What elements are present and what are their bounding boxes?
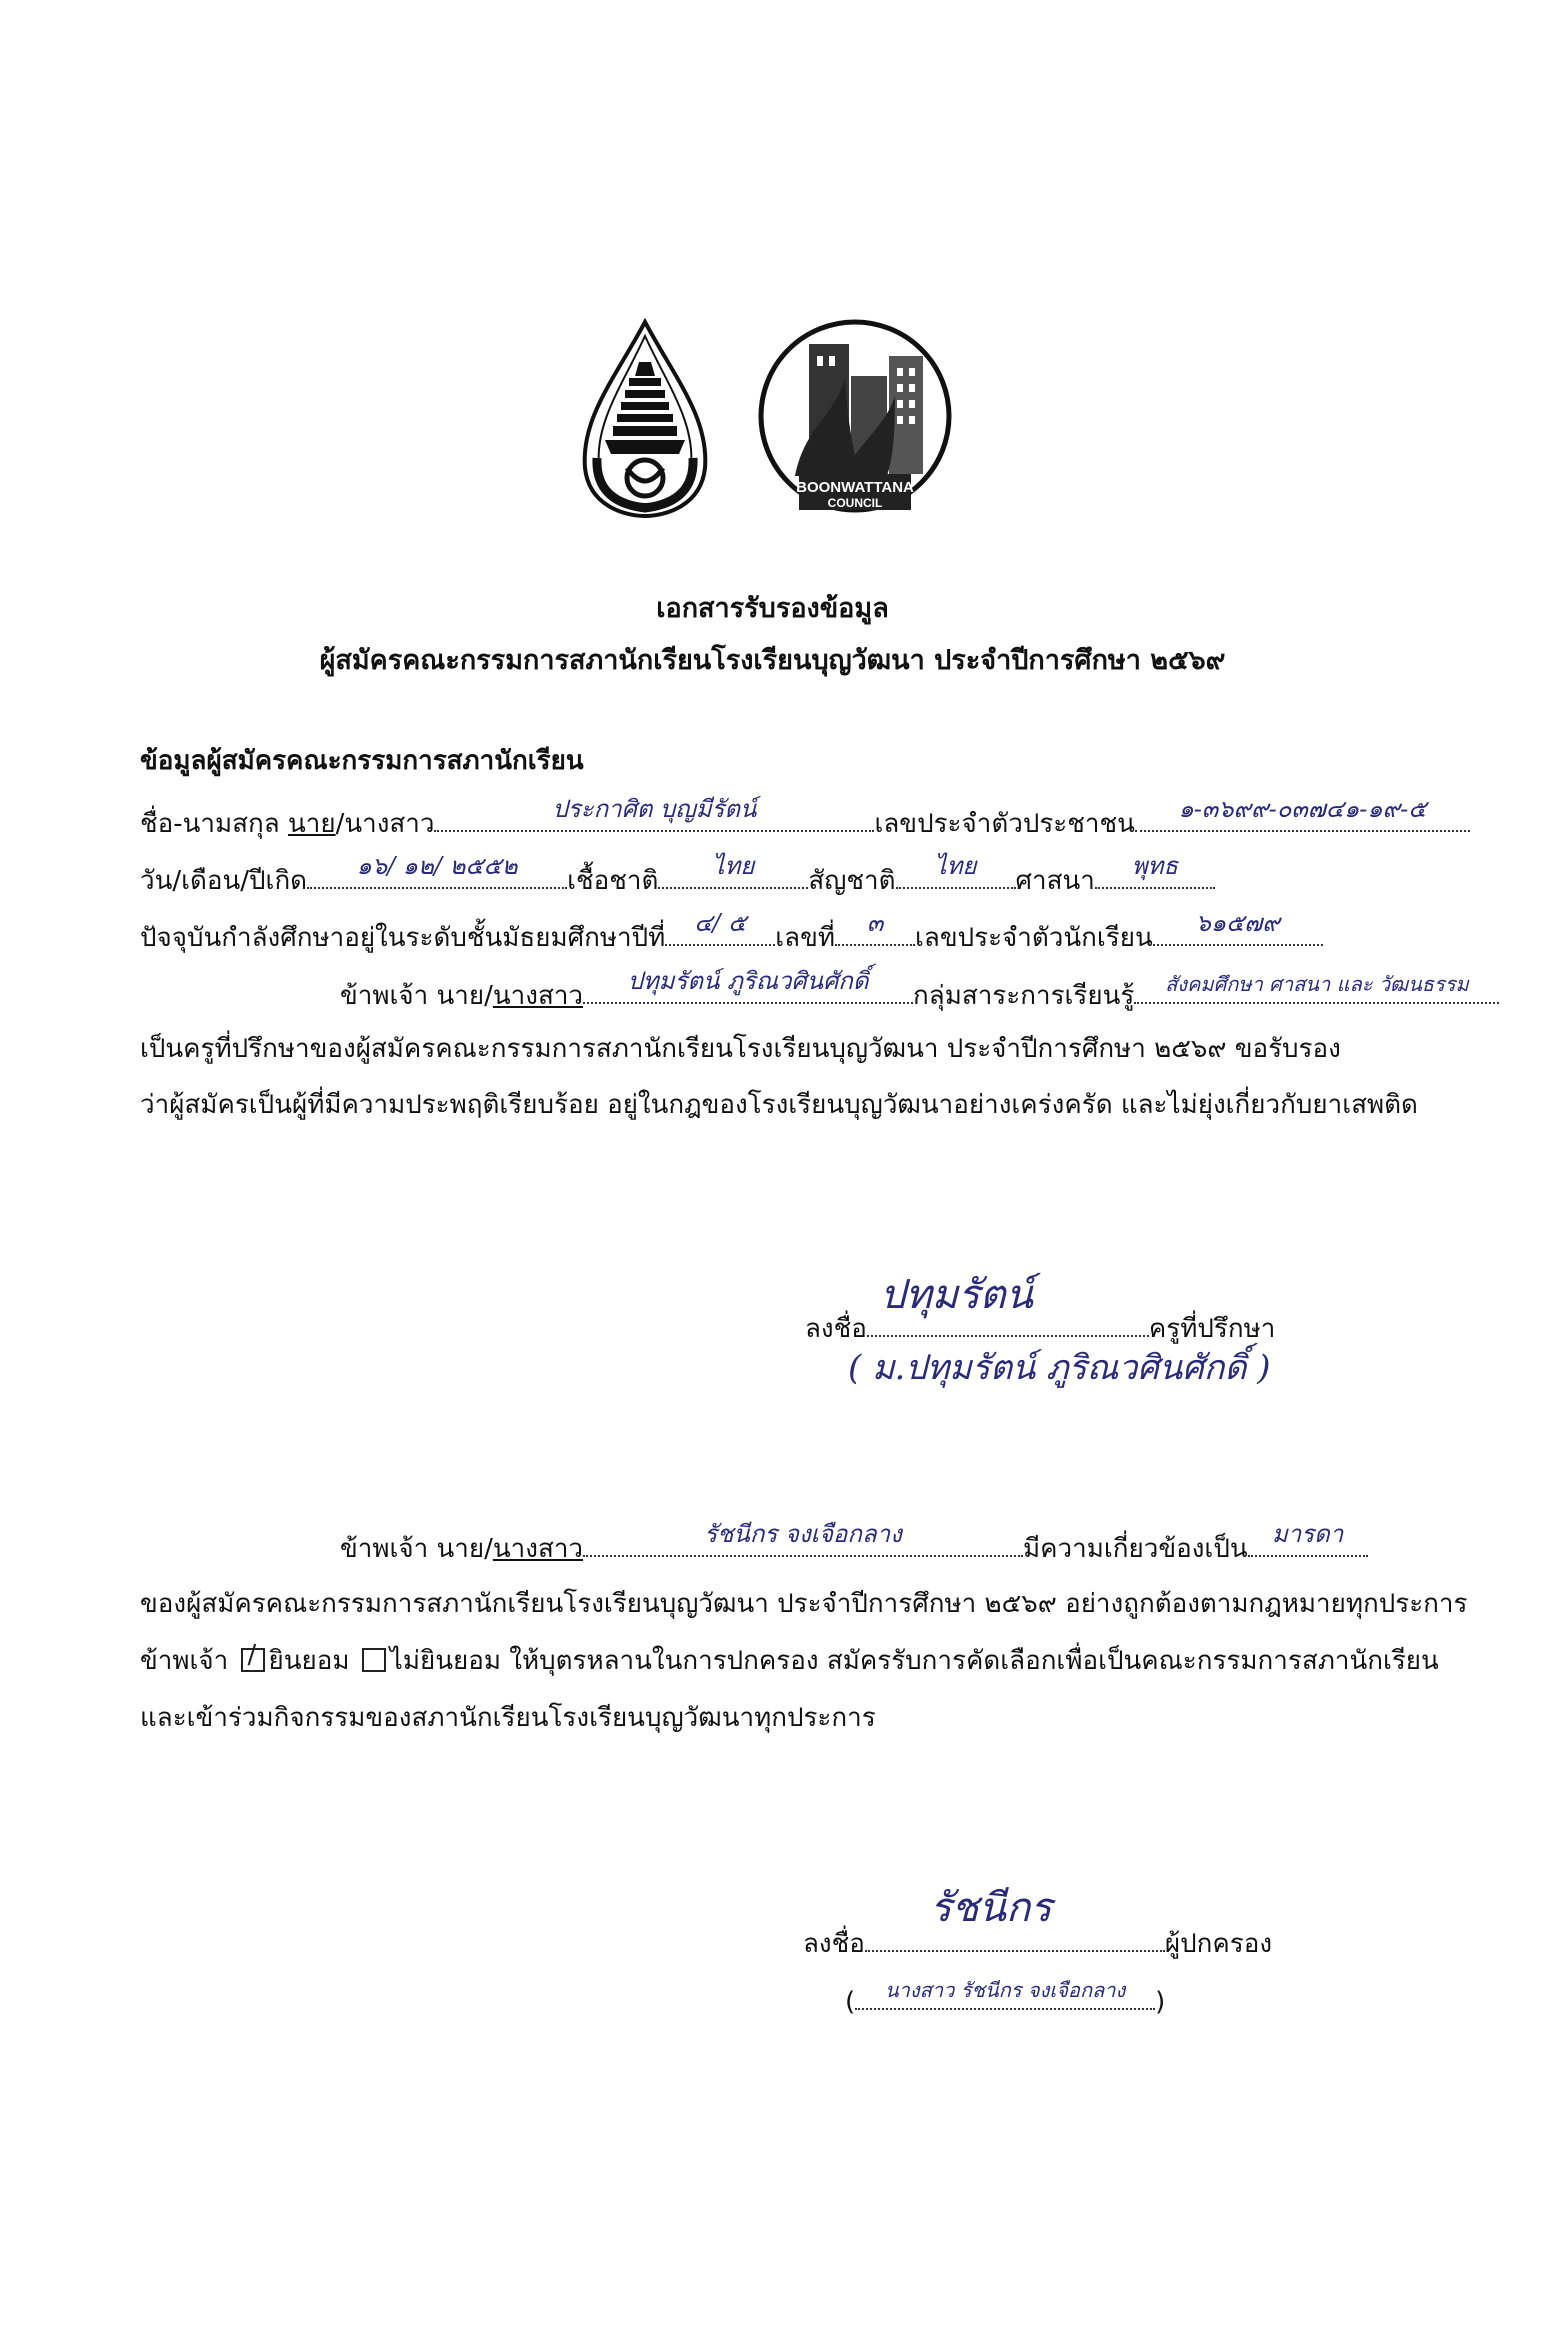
teacher-name-line: ข้าพเจ้า นาย/นางสาว ปทุมรัตน์ ภูริณวศินศักดิ์ กลุ่มสาระการเรียนรู้ สังคมศึกษา ศาสนา และ วัฒนธรรม — [340, 972, 1499, 1016]
teacher-signature: ปทุมรัตน์ — [880, 1272, 1033, 1318]
department-field[interactable]: สังคมศึกษา ศาสนา และ วัฒนธรรม — [1134, 972, 1499, 1004]
guardian-consent-line: ข้าพเจ้า / ยินยอม ไม่ยินยอม ให้บุตรหลานในการปกครอง สมัครรับการคัดเลือกเพื่อเป็นคณะกรรมการสภานักเรียน — [140, 1640, 1439, 1681]
guardian-title-ms-underlined: นางสาว — [492, 1534, 584, 1564]
consent-no-label: ไม่ยินยอม — [389, 1646, 501, 1676]
student-id-field[interactable]: ๖๑๕๗๙ — [1153, 914, 1323, 946]
nationality-field[interactable]: ไทย — [896, 857, 1016, 889]
document-subtitle: ผู้สมัครคณะกรรมการสภานักเรียนโรงเรียนบุญวัฒนา ประจำปีการศึกษา ๒๕๖๙ — [319, 645, 1226, 676]
religion-field[interactable]: พุทธ — [1095, 857, 1215, 889]
consent-yes-checkbox[interactable] — [241, 1648, 265, 1672]
council-logo-text-2: COUNCIL — [827, 496, 883, 510]
title-ms-underlined: นางสาว — [492, 981, 584, 1011]
section-heading: ข้อมูลผู้สมัครคณะกรรมการสภานักเรียน — [140, 746, 584, 776]
applicant-dob-line: วัน/เดือน/ปีเกิด ๑๖/ ๑๒/ ๒๕๕๒ เชื้อชาติ ไทย สัญชาติ ไทย ศาสนา พุทธ — [140, 857, 1215, 901]
teacher-paragraph-line-1: เป็นครูที่ปรึกษาของผู้สมัครคณะกรรมการสภานักเรียนโรงเรียนบุญวัฒนา ประจำปีการศึกษา ๒๕๖๙ ขอรับรอง — [140, 1034, 1341, 1064]
title-mr-underlined: นาย — [287, 809, 336, 839]
guardian-sign-line: ลงชื่อ ผู้ปกครอง — [803, 1920, 1272, 1964]
guardian-name-field[interactable]: รัชนีกร จงเจือกลาง — [583, 1525, 1023, 1557]
teacher-sign-line: ลงชื่อ ครูที่ปรึกษา — [805, 1305, 1275, 1349]
boonwattana-council-logo — [755, 316, 955, 526]
relation-field[interactable]: มารดา — [1248, 1525, 1368, 1557]
teacher-name-field[interactable]: ปทุมรัตน์ ภูริณวศินศักดิ์ — [583, 972, 913, 1004]
applicant-grade-line: ปัจจุบันกำลังศึกษาอยู่ในระดับชั้นมัธยมศึกษาปีที่ ๔/ ๕ เลขที่ ๓ เลขประจำตัวนักเรียน ๖๑๕๗๙ — [140, 914, 1323, 958]
guardian-printed-name-line: ( นางสาว รัชนีกร จงเจือกลาง ) — [845, 1978, 1166, 2017]
consent-no-checkbox[interactable] — [362, 1648, 386, 1672]
student-number-field[interactable]: ๓ — [835, 914, 915, 946]
guardian-printed-name-field[interactable]: นางสาว รัชนีกร จงเจือกลาง — [855, 1978, 1155, 2010]
guardian-paragraph-line-1: ของผู้สมัครคณะกรรมการสภานักเรียนโรงเรียนบุญวัฒนา ประจำปีการศึกษา ๒๕๖๙ อย่างถูกต้องตามกฎหมายทุกประการ — [140, 1589, 1468, 1619]
race-field[interactable]: ไทย — [658, 857, 808, 889]
teacher-printed-name: ( ม.ปทุมรัตน์ ภูริณวศินศักดิ์ ) — [848, 1348, 1271, 1388]
guardian-name-line: ข้าพเจ้า นาย/นางสาว รัชนีกร จงเจือกลาง มีความเกี่ยวข้องเป็น มารดา — [340, 1525, 1368, 1569]
document-title: เอกสารรับรองข้อมูล — [656, 593, 889, 624]
guardian-signature: รัชนีกร — [930, 1885, 1052, 1931]
council-logo-text-1: BOONWATTANA — [796, 479, 914, 496]
school-emblem-logo — [575, 318, 715, 518]
grade-field[interactable]: ๔/ ๕ — [665, 914, 775, 946]
teacher-paragraph-line-2: ว่าผู้สมัครเป็นผู้ที่มีความประพฤติเรียบร้อย อยู่ในกฎของโรงเรียนบุญวัฒนาอย่างเคร่งครัด และไม่ยุ่งเกี่ยวกับยาเสพติด — [140, 1090, 1418, 1120]
applicant-name-line: ชื่อ-นามสกุล นาย/นางสาว ประกาศิต บุญมีรัตน์ เลขประจำตัวประชาชน ๑-๓๖๙๙-๐๓๗๔๑-๑๙-๕ — [140, 800, 1470, 844]
consent-yes-label: ยินยอม — [268, 1646, 350, 1676]
guardian-paragraph-line-3: และเข้าร่วมกิจกรรมของสภานักเรียนโรงเรียนบุญวัฒนาทุกประการ — [140, 1703, 876, 1733]
dob-field[interactable]: ๑๖/ ๑๒/ ๒๕๕๒ — [307, 857, 567, 889]
applicant-name-field[interactable]: ประกาศิต บุญมีรัตน์ — [434, 800, 874, 832]
national-id-field[interactable]: ๑-๓๖๙๙-๐๓๗๔๑-๑๙-๕ — [1135, 800, 1470, 832]
